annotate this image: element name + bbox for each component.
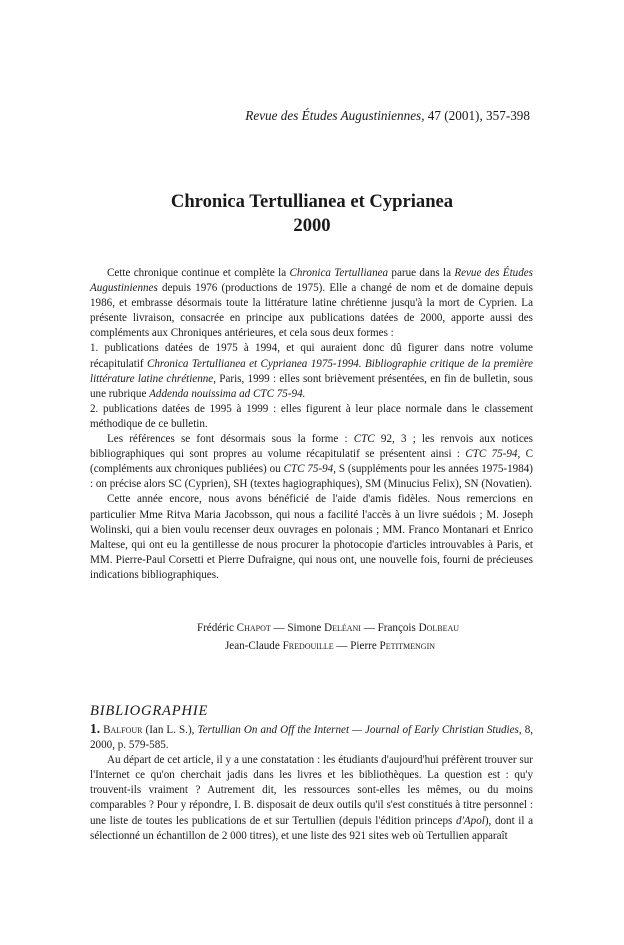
title-line-2: 2000 <box>293 215 331 236</box>
intro-paragraph-4: Les références se font désormais sous la forme : CTC 92, 3 ; les renvois aux notices bibliographiques qui sont propres au volume récapitulatif se présentent ainsi : CTC 75-94, C (compléments aux chroniques publiées) ou CTC 75-94, S (suppléments pour les années 1975-1984) : on précise alors SC (Cyprien), SH (textes hagiographiques), SM (Minucius Felix), SN (Novatien). <box>90 433 533 491</box>
intro-paragraph-1: Cette chronique continue et complète la Chronica Tertullianea parue dans la Revue des Études Augustiniennes depuis 1976 (productions de 1975). Elle a changé de nom et de domaine depuis 1986, et embrasse désormais toute la littérature latine chrétienne jusqu'à la mort de Cyprien. La présente livraison, consacrée en principe aux publications datées de 2000, apporte aussi des compléments aux Chroniques antérieures, et cela sous deux formes : <box>90 267 533 340</box>
article-title <box>0 190 624 238</box>
entry-number: 1. <box>90 721 101 736</box>
intro-paragraph-3: 2. publications datées de 1995 à 1999 : elles figurent à leur place normale dans le classement méthodique de ce bulletin. <box>90 402 533 430</box>
author-list <box>0 619 624 655</box>
entry-title: Tertullian On and Off the Internet — Journal of Early Christian Studies, <box>197 724 522 736</box>
entry-summary: Au départ de cet article, il y a une constatation : les étudiants d'aujourd'hui préfèrent trouver sur l'Internet ce qu'on cherchait jadis dans les livres et les bibliothèques. La question est : qu'y trouvent-ils vraiment ? Autrement dit, les ressources sont-elles les mêmes, ou du moins comparables ? Pour y répondre, I. B. disposait de deux outils qu'il s'est constitués à titre personnel : une liste de toutes les publications de et sur Tertullien (depuis l'édition princeps d'Apol), dont il a sélectionné un échantillon de 2 000 titres), et une liste des 921 sites web où Tertullien apparaît <box>90 754 533 842</box>
bibliography-entry <box>90 721 533 844</box>
section-heading: BIBLIOGRAPHIE <box>90 703 209 719</box>
author-line-2: Jean-Claude Fredouille — Pierre Petitmengin <box>224 640 436 652</box>
entry-citation: 1. Balfour (Ian L. S.), Tertullian On and Off the Internet — Journal of Early Christian Studies, 8, 2000, p. 579-585. <box>90 721 534 752</box>
title-line-1: Chronica Tertullianea et Cyprianea <box>170 191 454 212</box>
intro-paragraph-2: 1. publications datées de 1975 à 1994, et qui auraient donc dû figurer dans notre volume récapitulatif Chronica Tertullianea et Cyprianea 1975-1994. Bibliographie critique de la première littérature latine chrétienne, Paris, 1999 : elles sont brièvement présentées, en fin de bulletin, sous une rubrique Addenda nouissima ad CTC 75-94. <box>90 342 533 400</box>
intro-paragraph-5: Cette année encore, nous avons bénéficié de l'aide d'amis fidèles. Nous remercions en particulier Mme Ritva Maria Jacobsson, qui nous a facilité l'accès à un livre suédois ; M. Joseph Wolinski, qui a bien voulu recenser deux ouvrages en polonais ; MM. Franco Montanari et Enrico Maltese, qui ont eu la gentillesse de nous procurer la photocopie d'articles introuvables à Paris, et MM. Pierre-Paul Corsetti et Pierre Dufraigne, qui nous ont, une nouvelle fois, fourni de précieuses indications bibliographiques. <box>90 493 533 581</box>
introduction <box>90 266 533 583</box>
running-header <box>245 108 530 124</box>
journal-name: Revue des Études Augustiniennes <box>245 108 422 123</box>
journal-citation: , 47 (2001), 357-398 <box>421 108 530 123</box>
author-line-1: Frédéric Chapot — Simone Deléani — François Dolbeau <box>196 622 460 634</box>
entry-author: Balfour <box>103 724 143 736</box>
